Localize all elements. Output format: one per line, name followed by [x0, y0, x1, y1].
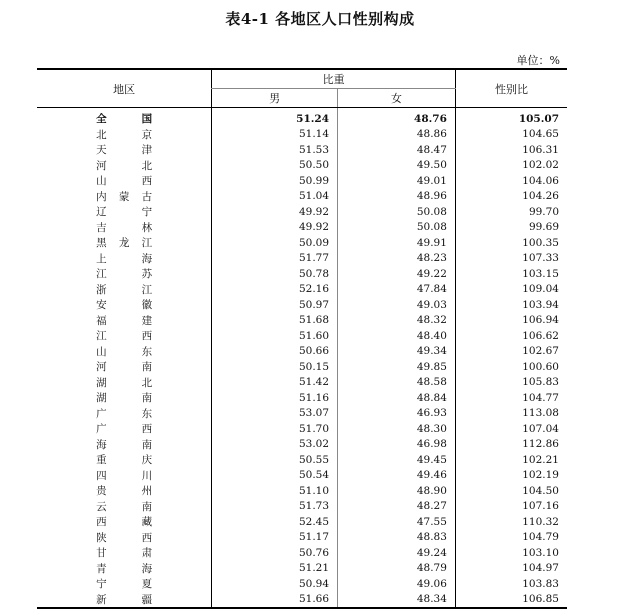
female-cell: 49.22 — [338, 266, 456, 282]
table-row — [37, 483, 567, 499]
region-cell — [37, 530, 212, 546]
table-row — [37, 204, 567, 220]
table-row — [37, 158, 567, 174]
sex-ratio-cell: 102.02 — [455, 158, 567, 174]
region-name: 安 徽 — [96, 299, 153, 312]
sex-ratio-cell: 104.50 — [455, 483, 567, 499]
sex-ratio-cell: 104.65 — [455, 127, 567, 143]
table-row — [37, 142, 567, 158]
male-cell: 51.21 — [212, 561, 338, 577]
table-row — [37, 266, 567, 282]
sex-ratio-cell: 103.10 — [455, 545, 567, 561]
male-cell: 51.14 — [212, 127, 338, 143]
female-cell: 50.08 — [338, 220, 456, 236]
region-cell — [37, 437, 212, 453]
unit-label: 单位：% — [516, 54, 560, 67]
region-name: 吉 林 — [96, 221, 153, 234]
female-cell: 49.01 — [338, 173, 456, 189]
table-row — [37, 530, 567, 546]
male-cell: 50.15 — [212, 359, 338, 375]
female-cell: 48.23 — [338, 251, 456, 267]
male-cell: 51.10 — [212, 483, 338, 499]
table-row — [37, 235, 567, 251]
male-cell: 50.76 — [212, 545, 338, 561]
table-row — [37, 282, 567, 298]
region-cell — [37, 483, 212, 499]
region-name: 重 庆 — [96, 454, 153, 467]
female-cell: 48.86 — [338, 127, 456, 143]
region-cell — [37, 545, 212, 561]
sex-ratio-cell: 106.31 — [455, 142, 567, 158]
male-cell: 51.68 — [212, 313, 338, 329]
male-cell: 50.99 — [212, 173, 338, 189]
region-cell — [37, 514, 212, 530]
data-table — [37, 68, 567, 609]
sex-ratio-cell: 107.16 — [455, 499, 567, 515]
sex-ratio-cell: 99.69 — [455, 220, 567, 236]
male-cell: 51.60 — [212, 328, 338, 344]
region-name: 云 南 — [96, 500, 153, 513]
table-row — [37, 390, 567, 406]
female-cell: 48.40 — [338, 328, 456, 344]
sex-ratio-cell: 106.85 — [455, 592, 567, 609]
region-cell — [37, 189, 212, 205]
female-cell: 48.90 — [338, 483, 456, 499]
table-row — [37, 189, 567, 205]
region-cell — [37, 282, 212, 298]
female-cell: 49.06 — [338, 576, 456, 592]
region-cell — [37, 108, 212, 127]
female-cell: 48.79 — [338, 561, 456, 577]
region-name: 河 南 — [96, 361, 153, 374]
male-cell: 52.45 — [212, 514, 338, 530]
sex-ratio-cell: 104.79 — [455, 530, 567, 546]
sex-ratio-cell: 105.07 — [455, 108, 567, 127]
region-name: 陕 西 — [96, 531, 153, 544]
region-cell — [37, 468, 212, 484]
male-cell: 50.55 — [212, 452, 338, 468]
sex-ratio-cell: 107.33 — [455, 251, 567, 267]
male-cell: 51.17 — [212, 530, 338, 546]
table-row — [37, 127, 567, 143]
table-row — [37, 297, 567, 313]
region-name: 辽 宁 — [96, 206, 153, 219]
region-cell — [37, 127, 212, 143]
female-cell: 47.84 — [338, 282, 456, 298]
region-name: 河 北 — [96, 159, 153, 172]
table-row — [37, 375, 567, 391]
region-cell — [37, 344, 212, 360]
region-name: 上 海 — [96, 252, 153, 265]
sex-ratio-cell: 104.77 — [455, 390, 567, 406]
table-row — [37, 499, 567, 515]
region-cell — [37, 235, 212, 251]
sex-ratio-cell: 104.97 — [455, 561, 567, 577]
male-cell: 50.97 — [212, 297, 338, 313]
region-name: 甘 肃 — [96, 547, 153, 560]
region-cell — [37, 142, 212, 158]
female-cell: 49.24 — [338, 545, 456, 561]
female-cell: 48.27 — [338, 499, 456, 515]
sex-ratio-cell: 103.94 — [455, 297, 567, 313]
region-cell — [37, 266, 212, 282]
region-name: 黑龙江 — [96, 237, 153, 250]
region-cell — [37, 297, 212, 313]
female-cell: 49.03 — [338, 297, 456, 313]
region-cell — [37, 359, 212, 375]
female-cell: 49.85 — [338, 359, 456, 375]
female-cell: 48.58 — [338, 375, 456, 391]
region-name: 天 津 — [96, 144, 153, 157]
region-cell — [37, 173, 212, 189]
region-cell — [37, 251, 212, 267]
region-name: 青 海 — [96, 562, 153, 575]
table-row — [37, 344, 567, 360]
sex-ratio-cell: 104.26 — [455, 189, 567, 205]
region-name: 宁 夏 — [96, 578, 153, 591]
sex-ratio-cell: 104.06 — [455, 173, 567, 189]
sex-ratio-header: 性别比 — [455, 69, 567, 108]
female-cell: 50.08 — [338, 204, 456, 220]
female-cell: 49.91 — [338, 235, 456, 251]
male-cell: 53.02 — [212, 437, 338, 453]
table-body — [37, 108, 567, 609]
female-cell: 48.84 — [338, 390, 456, 406]
male-cell: 50.09 — [212, 235, 338, 251]
male-cell: 51.04 — [212, 189, 338, 205]
sex-ratio-cell: 102.19 — [455, 468, 567, 484]
female-cell: 48.83 — [338, 530, 456, 546]
male-cell: 50.54 — [212, 468, 338, 484]
male-cell: 50.50 — [212, 158, 338, 174]
region-name: 新 疆 — [96, 593, 153, 606]
sex-ratio-cell: 105.83 — [455, 375, 567, 391]
male-cell: 51.53 — [212, 142, 338, 158]
region-name: 湖 北 — [96, 376, 153, 389]
region-name: 北 京 — [96, 128, 153, 141]
sex-ratio-cell: 106.62 — [455, 328, 567, 344]
male-cell: 51.66 — [212, 592, 338, 609]
female-cell: 49.50 — [338, 158, 456, 174]
male-cell: 51.42 — [212, 375, 338, 391]
table-header — [37, 69, 567, 108]
sex-ratio-cell: 100.35 — [455, 235, 567, 251]
region-cell — [37, 592, 212, 609]
female-cell: 48.47 — [338, 142, 456, 158]
female-cell: 46.93 — [338, 406, 456, 422]
female-cell: 47.55 — [338, 514, 456, 530]
table-row — [37, 576, 567, 592]
region-name: 全 国 — [96, 113, 153, 126]
table-row — [37, 313, 567, 329]
region-name: 福 建 — [96, 314, 153, 327]
sex-ratio-cell: 100.60 — [455, 359, 567, 375]
male-cell: 52.16 — [212, 282, 338, 298]
sex-ratio-cell: 107.04 — [455, 421, 567, 437]
region-cell — [37, 421, 212, 437]
page-title: 表4-1 各地区人口性别构成 — [225, 10, 415, 28]
sex-ratio-cell: 102.67 — [455, 344, 567, 360]
region-name: 江 西 — [96, 330, 153, 343]
male-header: 男 — [212, 89, 338, 108]
table-row — [37, 437, 567, 453]
table-row — [37, 468, 567, 484]
table-row — [37, 452, 567, 468]
region-name: 西 藏 — [96, 516, 153, 529]
male-cell: 50.94 — [212, 576, 338, 592]
male-cell: 49.92 — [212, 204, 338, 220]
table-row — [37, 173, 567, 189]
female-cell: 48.96 — [338, 189, 456, 205]
table-row — [37, 406, 567, 422]
table-row — [37, 359, 567, 375]
sex-ratio-cell: 113.08 — [455, 406, 567, 422]
sex-ratio-cell: 110.32 — [455, 514, 567, 530]
female-cell: 48.34 — [338, 592, 456, 609]
female-cell: 46.98 — [338, 437, 456, 453]
region-cell — [37, 313, 212, 329]
table-row — [37, 328, 567, 344]
table-row — [37, 545, 567, 561]
male-cell: 51.16 — [212, 390, 338, 406]
sex-ratio-cell: 112.86 — [455, 437, 567, 453]
table-row — [37, 220, 567, 236]
table-row — [37, 592, 567, 609]
region-cell — [37, 576, 212, 592]
female-cell: 49.46 — [338, 468, 456, 484]
region-name: 四 川 — [96, 469, 153, 482]
sex-ratio-cell: 109.04 — [455, 282, 567, 298]
region-name: 内蒙古 — [96, 190, 153, 203]
region-name: 湖 南 — [96, 392, 153, 405]
region-cell — [37, 328, 212, 344]
region-name: 山 东 — [96, 345, 153, 358]
sex-ratio-cell: 106.94 — [455, 313, 567, 329]
share-header: 比重 — [212, 69, 456, 89]
male-cell: 51.24 — [212, 108, 338, 127]
region-name: 广 东 — [96, 407, 153, 420]
male-cell: 50.66 — [212, 344, 338, 360]
region-cell — [37, 390, 212, 406]
female-cell: 48.76 — [338, 108, 456, 127]
region-cell — [37, 452, 212, 468]
region-cell — [37, 158, 212, 174]
region-header: 地区 — [37, 69, 212, 108]
table-row — [37, 421, 567, 437]
region-cell — [37, 204, 212, 220]
region-cell — [37, 499, 212, 515]
female-cell: 49.45 — [338, 452, 456, 468]
region-cell — [37, 220, 212, 236]
region-name: 贵 州 — [96, 485, 153, 498]
region-name: 江 苏 — [96, 268, 153, 281]
region-name: 浙 江 — [96, 283, 153, 296]
male-cell: 49.92 — [212, 220, 338, 236]
male-cell: 51.70 — [212, 421, 338, 437]
sex-ratio-cell: 99.70 — [455, 204, 567, 220]
table-row — [37, 561, 567, 577]
sex-ratio-cell: 103.15 — [455, 266, 567, 282]
female-cell: 48.32 — [338, 313, 456, 329]
table-row — [37, 251, 567, 267]
male-cell: 53.07 — [212, 406, 338, 422]
male-cell: 50.78 — [212, 266, 338, 282]
region-cell — [37, 561, 212, 577]
female-cell: 49.34 — [338, 344, 456, 360]
table-row — [37, 514, 567, 530]
total-row — [37, 108, 567, 127]
male-cell: 51.73 — [212, 499, 338, 515]
region-name: 山 西 — [96, 175, 153, 188]
female-cell: 48.30 — [338, 421, 456, 437]
region-cell — [37, 406, 212, 422]
sex-ratio-cell: 102.21 — [455, 452, 567, 468]
region-name: 海 南 — [96, 438, 153, 451]
region-cell — [37, 375, 212, 391]
female-header: 女 — [338, 89, 456, 108]
sex-ratio-cell: 103.83 — [455, 576, 567, 592]
male-cell: 51.77 — [212, 251, 338, 267]
region-name: 广 西 — [96, 423, 153, 436]
